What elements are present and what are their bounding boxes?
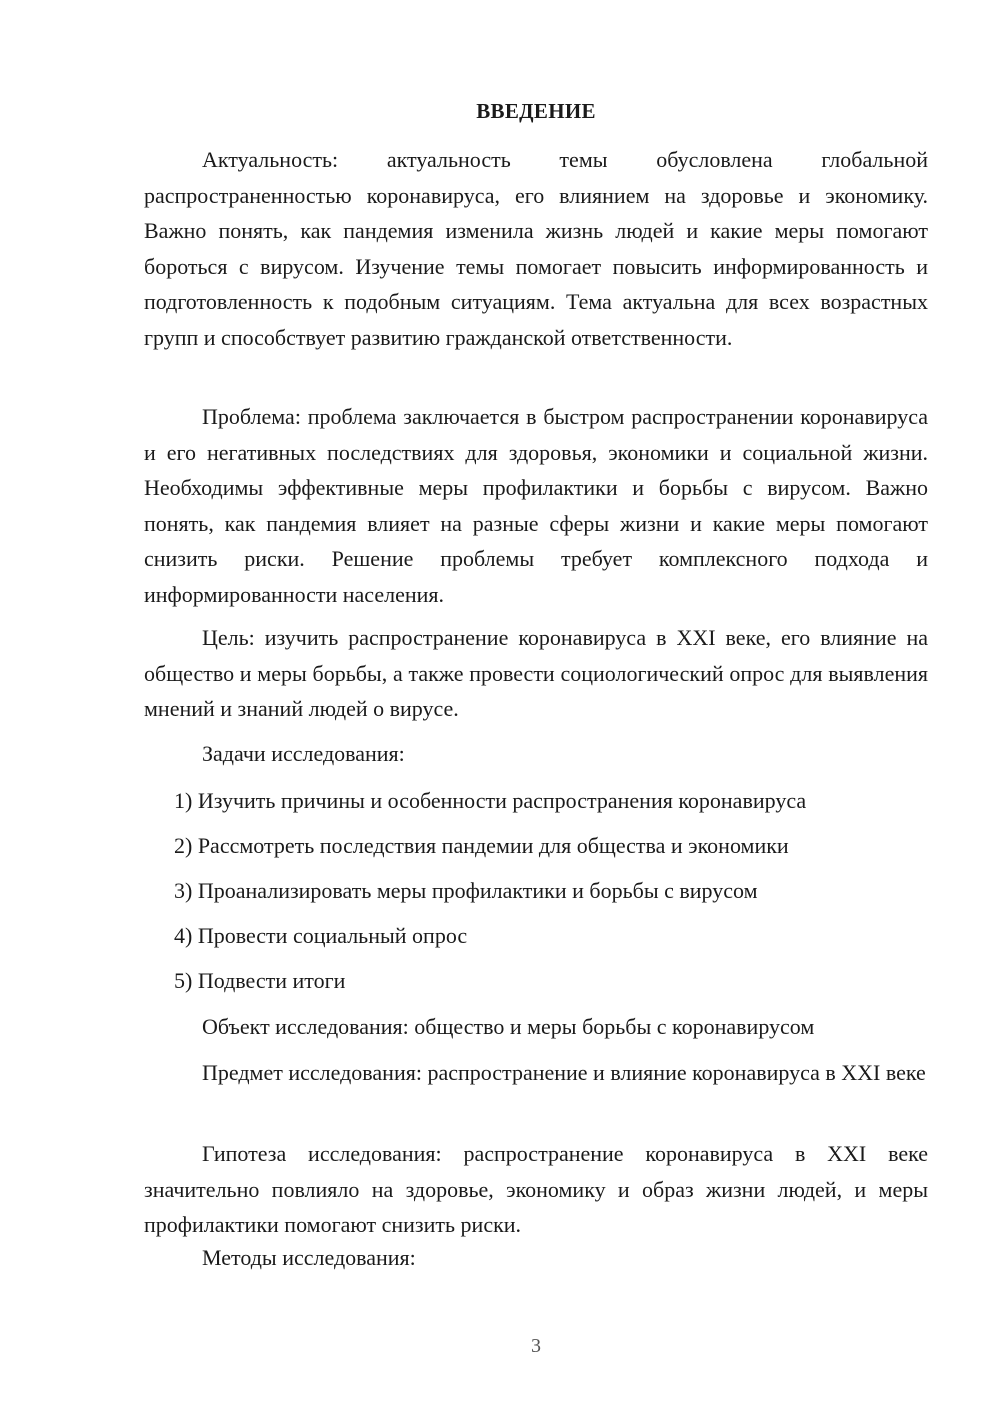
page-title: ВВЕДЕНИЕ — [476, 99, 596, 123]
problem-paragraph: Проблема: проблема заключается в быстром распространении коронавируса и его негативных последствиях для здоровья, экономики и социальной жизни. Необходимы эффективные меры профилактики и борьбы с вирусом. Важно понять, как пандемия влияет на разные сферы жизни и какие меры помогают снизить риски. Решение проблемы требует комплексного подхода и информированности населения. — [144, 404, 928, 607]
task-item: 5) Подвести итоги — [174, 968, 346, 993]
task-item: 1) Изучить причины и особенности распространения коронавируса — [174, 788, 807, 813]
task-item: 4) Провести социальный опрос — [174, 923, 468, 948]
tasks-heading: Задачи исследования: — [202, 741, 405, 766]
hypothesis-paragraph: Гипотеза исследования: распространение коронавируса в XXI веке значительно повлияло на здоровье, экономику и образ жизни людей, и меры профилактики помогают снизить риски. — [144, 1141, 928, 1237]
goal-paragraph: Цель: изучить распространение коронавируса в XXI веке, его влияние на общество и меры борьбы, а также провести социологический опрос для выявления мнений и знаний людей о вирусе. — [144, 625, 928, 721]
subject-paragraph: Предмет исследования: распространение и влияние коронавируса в XXI веке — [202, 1060, 926, 1085]
task-item: 2) Рассмотреть последствия пандемии для общества и экономики — [174, 833, 789, 858]
object-paragraph: Объект исследования: общество и меры борьбы с коронавирусом — [202, 1014, 815, 1039]
methods-heading: Методы исследования: — [202, 1245, 416, 1270]
page-number: 3 — [531, 1335, 541, 1357]
task-item: 3) Проанализировать меры профилактики и борьбы с вирусом — [174, 878, 758, 903]
relevance-paragraph: Актуальность: актуальность темы обусловлена глобальной распространенностью коронавируса, его влиянием на здоровье и экономику. Важно понять, как пандемия изменила жизнь людей и какие меры помогают бороться с вирусом. Изучение темы помогает повысить информированность и подготовленность к подобным ситуациям. Тема актуальна для всех возрастных групп и способствует развитию гражданской ответственности. — [144, 147, 928, 350]
